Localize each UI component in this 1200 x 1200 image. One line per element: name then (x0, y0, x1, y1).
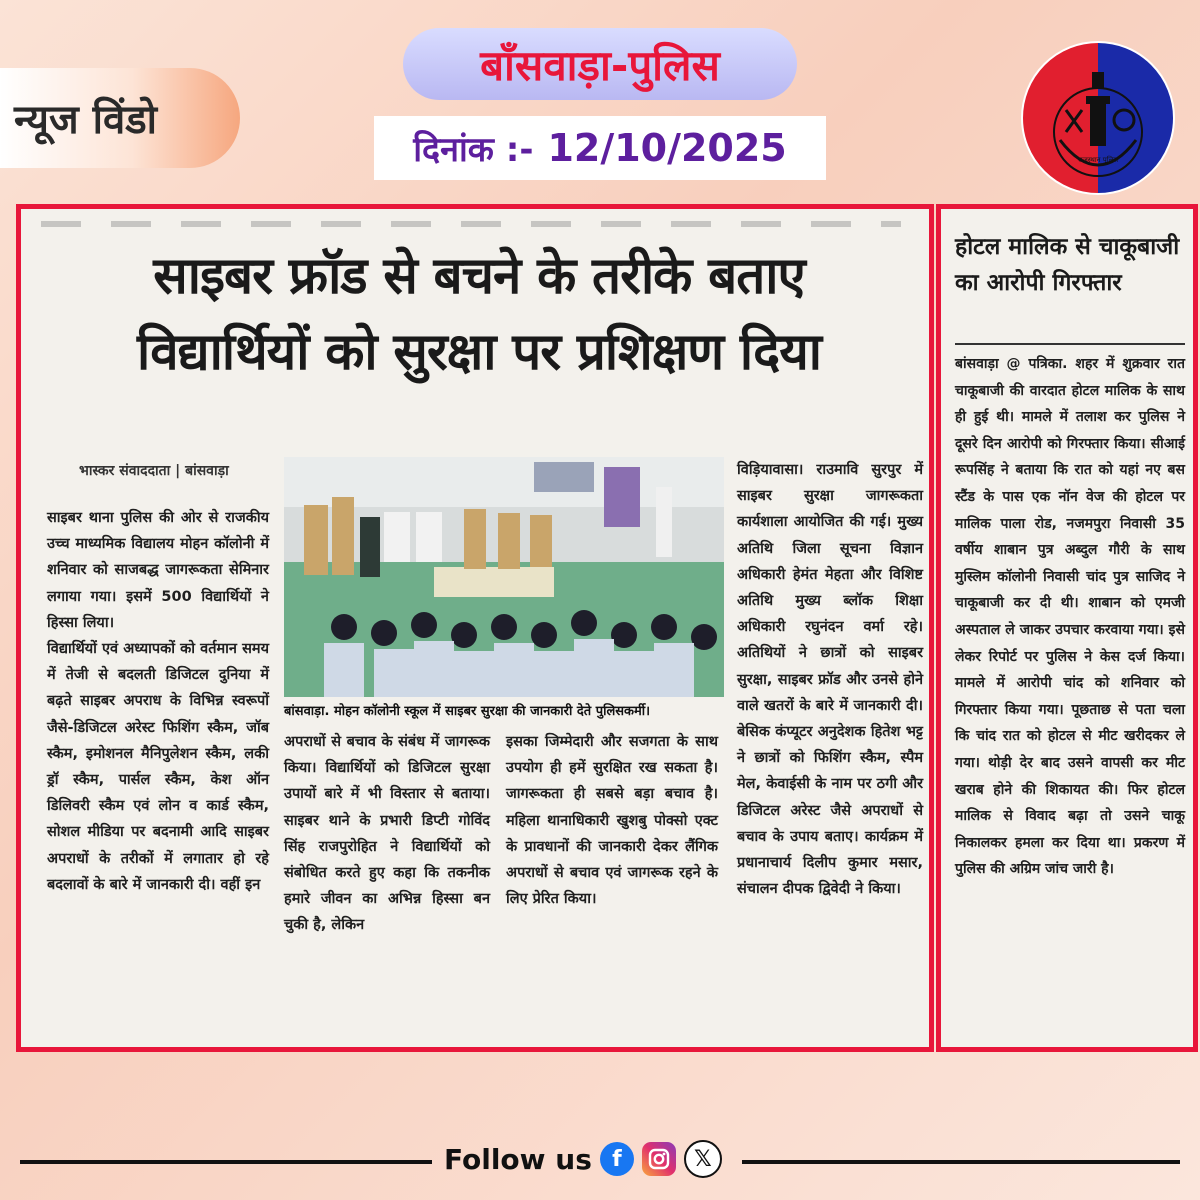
page-title: बाँसवाड़ा-पुलिस (480, 40, 720, 90)
rajasthan-police-logo-icon (1020, 40, 1176, 196)
side-article-body (955, 351, 1185, 883)
side-body-text: शहर में शुक्रवार रात चाकूबाजी की वारदात होटल मालिक के साथ ही हुई थी। मामले में तलाश कर पुलिस ने दूसरे दिन आरोपी को गिरफ्तार किया। सीआई रूपसिंह ने बताया कि रात को यहां नए बस स्टैंड के पास एक नॉन वेज की होटल पर मालिक पाला रोड, नजमपुरा निवासी 35 वर्षीय शाबान पुत्र अब्दुल गौरी के साथ मुस्लिम कॉलोनी निवासी चांद पुत्र साजिद ने चाकूबाजी कर दी थी। शाबान को एमजी अस्पताल ले जाकर उपचार करवाया गया। इसे लेकर रिपोर्ट पर पुलिस ने केस दर्ज किया। मामले में आरोपी चांद को शनिवार को गिरफ्तार किया गया। पूछताछ से पता चला कि चांद रात को होटल से मीट खरीदकर ले गया। थोड़ी देर बाद उसने वापसी कर मीट खराब होने की शिकायत की। फिर होटल मालिक से विवाद बढ़ा तो उसने चाकू निकालकर हमला कर दिया था। प्रकरण में पुलिस की अग्रिम जांच जारी है। (955, 356, 1185, 878)
side-dateline: बांसवाड़ा @ पत्रिका. (955, 356, 1068, 372)
footer-line-left (20, 1160, 432, 1164)
news-window-banner (0, 68, 240, 168)
side-news-clipping (936, 204, 1198, 1052)
article-column-4: विड़ियावासा। राउमावि सुरपुर में साइबर सुरक्षा जागरूकता कार्यशाला आयोजित की गई। मुख्य अतिथि जिला सूचना विज्ञान अधिकारी हेमंत मेहता और विशिष्ट अतिथि मुख्य ब्लॉक शिक्षा अधिकारी रघुनंदन वर्मा रहे। अतिथियों ने छात्रों को साइबर सुरक्षा, साइबर फ्रॉड और उनसे होने वाले खतरों के बारे में जानकारी दी। बेसिक कंप्यूटर अनुदेशक हितेश भट्ट ने छात्रों को फिशिंग स्कैम, स्पैम मेल, केवाईसी के नाम पर ठगी और डिजिटल अरेस्ट जैसे अपराधों से बचाव के उपाय बताए। कार्यक्रम में प्रधानाचार्य दिलीप कुमार मसार, संचालन दीपक द्विवेदी ने किया। (737, 462, 923, 898)
newspaper-header-strip (41, 221, 901, 227)
col1-paragraph-2: विद्यार्थियों एवं अध्यापकों को वर्तमान समय में तेजी से बदलती डिजिटल दुनिया में बढ़ते साइबर अपराध के विभिन्न स्वरूपों जैसे-डिजिटल अरेस्ट फिशिंग स्कैम, जॉब स्कैम, इमोशनल मैनिपुलेशन स्कैम, लकी ड्रॉ स्कैम, पार्सल स्कैम, केश ऑन डिलिवरी स्कैम एवं लोन व कार्ड स्कैम, सोशल मीडिया पर बदनामी आदि साइबर अपराधों के तरीकों में लगातार हो रहे बदलावों के बारे में जानकारी दी। वहीं इन (47, 641, 269, 893)
photo-caption: बांसवाड़ा. मोहन कॉलोनी स्कूल में साइबर सुरक्षा की जानकारी देते पुलिसकर्मी। (284, 704, 651, 719)
page-title-pill (403, 28, 797, 100)
byline: भास्कर संवाददाता | बांसवाड़ा (79, 463, 229, 479)
article-column-3: इसका जिम्मेदारी और सजगता के साथ उपयोग ही हमें सुरक्षित रख सकता है। जागरूकता ही सबसे बड़ा बचाव है। महिला थानाधिकारी खुशबु पोक्सो एक्ट के प्रावधानों की जानकारी देकर लैंगिक अपराधों से बचाव एवं जागरूक रहने के लिए प्रेरित किया। (506, 734, 718, 908)
x-icon[interactable]: 𝕏 (684, 1140, 722, 1178)
article-column-2: अपराधों से बचाव के संबंध में जागरूक किया। विद्यार्थियों को डिजिटल सुरक्षा उपायों बारे में भी विस्तार से बताया। साइबर थाने के प्रभारी डिप्टी गोविंद सिंह राजपुरोहित ने विद्यार्थियों को संबोधित करते हुए कहा कि तकनीक हमारे जीवन का अभिन्न हिस्सा बन चुकी है, लेकिन (284, 734, 490, 934)
footer-line-right (742, 1160, 1180, 1164)
headline-line-2: विद्यार्थियों को सुरक्षा पर प्रशिक्षण दिया (136, 323, 821, 382)
facebook-icon[interactable]: f (600, 1142, 634, 1176)
article-column-1 (47, 505, 269, 898)
date-value: 12/10/2025 (547, 126, 787, 170)
col1-paragraph-1: साइबर थाना पुलिस की ओर से राजकीय उच्च माध्यमिक विद्यालय मोहन कॉलोनी में शनिवार को साजबद्ध जागरूकता सेमिनार लगाया गया। इसमें 500 विद्यार्थियों ने हिस्सा लिया। (47, 510, 269, 631)
follow-label: Follow us (444, 1142, 592, 1176)
logo-text: राजस्थान पुलिस (1077, 156, 1119, 164)
side-divider (955, 343, 1185, 345)
main-headline (39, 239, 919, 391)
section-label: न्यूज विंडो (14, 97, 157, 143)
headline-line-1: साइबर फ्रॉड से बचने के तरीके बताए (153, 247, 805, 306)
follow-us-bar (444, 1140, 722, 1178)
instagram-icon[interactable] (642, 1142, 676, 1176)
event-photo (284, 457, 724, 697)
main-news-clipping (16, 204, 934, 1052)
date-box (374, 116, 826, 180)
side-headline: होटल मालिक से चाकूबाजी का आरोपी गिरफ्तार (955, 234, 1180, 296)
date-label: दिनांक :- (413, 130, 534, 170)
